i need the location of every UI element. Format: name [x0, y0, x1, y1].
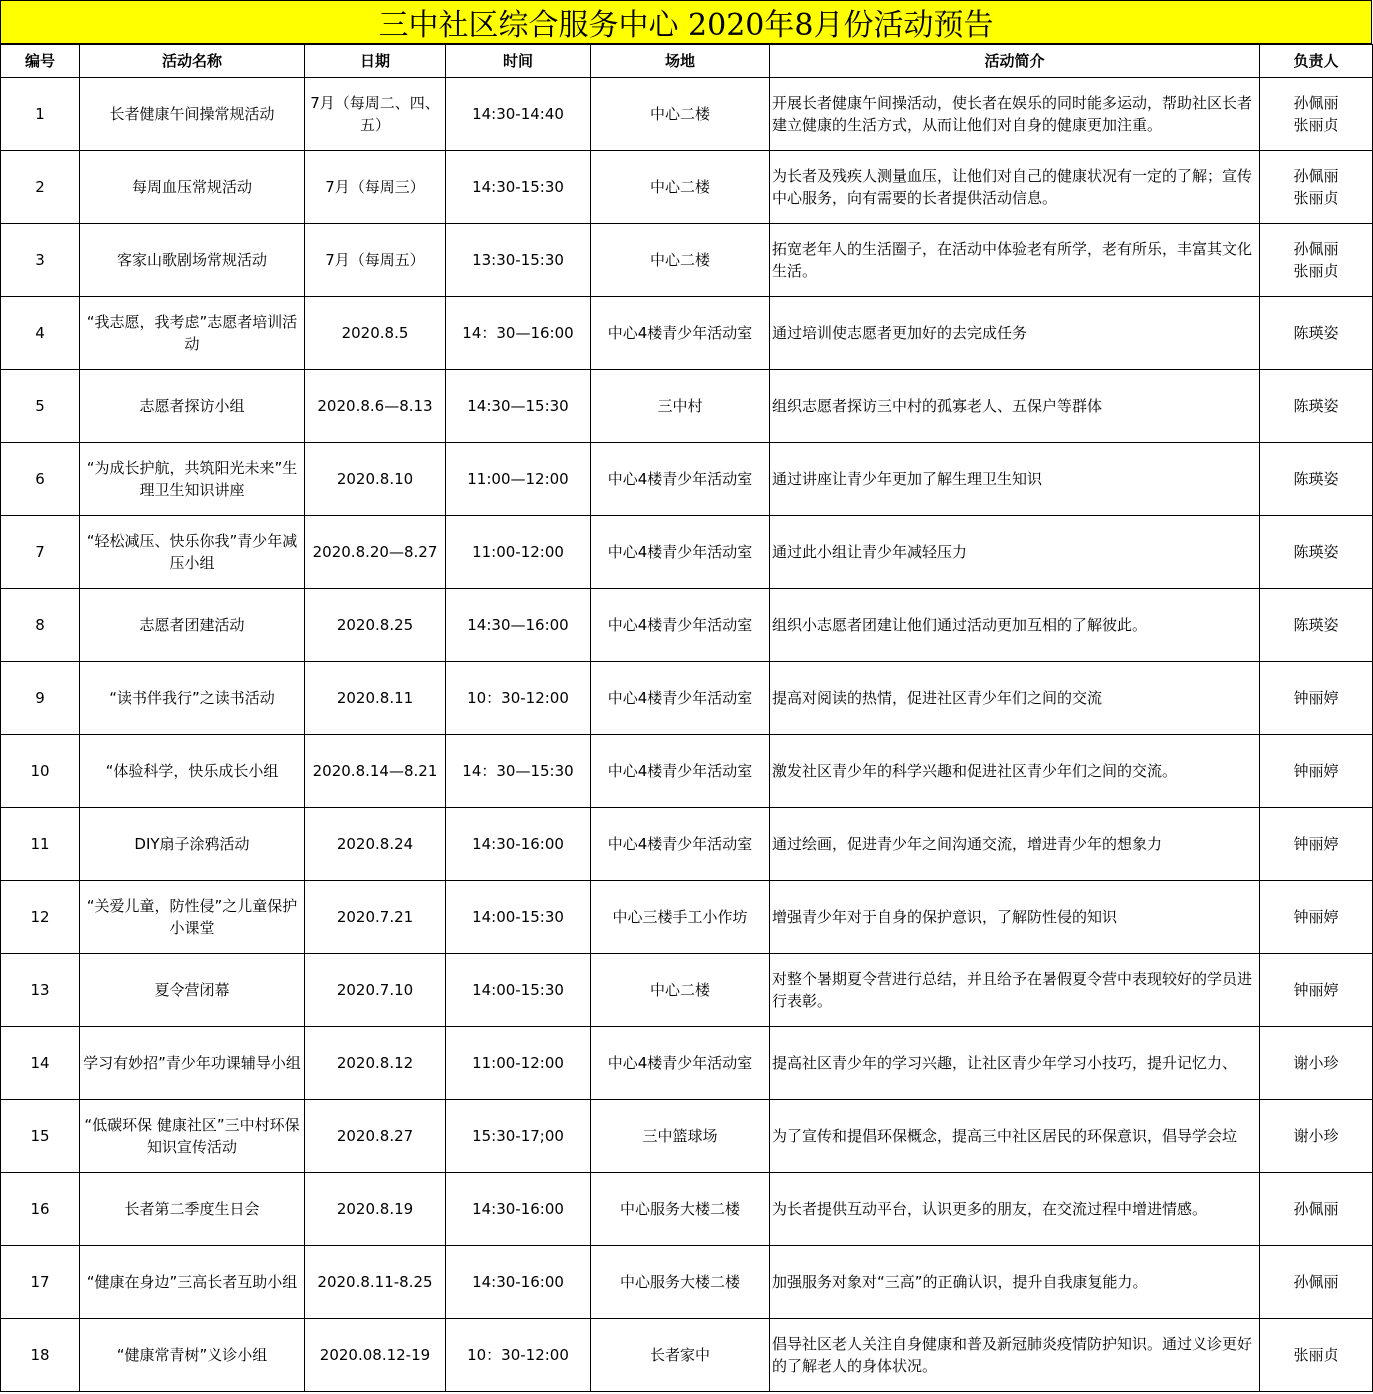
table-row — [1, 1246, 1373, 1319]
cell-intro-text: 通过讲座让青少年更加了解生理卫生知识 — [772, 470, 1043, 488]
cell-venue: 中心4楼青少年活动室 — [591, 443, 770, 516]
owner-name: 张丽贞 — [1293, 189, 1339, 207]
cell-intro-text: 组织志愿者探访三中村的孤寡老人、五保户等群体 — [772, 397, 1103, 415]
cell-time: 11:00-12:00 — [446, 1027, 591, 1100]
cell-venue: 中心4楼青少年活动室 — [591, 516, 770, 589]
cell-venue: 中心4楼青少年活动室 — [591, 1027, 770, 1100]
table-row — [1, 881, 1373, 954]
cell-date: 2020.8.24 — [305, 808, 446, 881]
cell-no: 4 — [1, 297, 80, 370]
cell-no: 15 — [1, 1100, 80, 1173]
cell-intro — [770, 954, 1260, 1027]
cell-date: 2020.8.5 — [305, 297, 446, 370]
cell-no: 13 — [1, 954, 80, 1027]
header-date: 日期 — [305, 45, 446, 78]
cell-intro-text: 加强服务对象对“三高”的正确认识，提升自我康复能力。 — [772, 1273, 1148, 1291]
cell-name: “健康在身边”三高长者互助小组 — [80, 1246, 305, 1319]
cell-no: 3 — [1, 224, 80, 297]
cell-time: 15:30-17;00 — [446, 1100, 591, 1173]
table-row — [1, 1319, 1373, 1392]
cell-time: 14:00-15:30 — [446, 881, 591, 954]
cell-date: 2020.7.21 — [305, 881, 446, 954]
cell-venue: 中心4楼青少年活动室 — [591, 297, 770, 370]
cell-intro — [770, 735, 1260, 808]
cell-intro: 提高社区青少年的学习兴趣，让社区青少年学习小技巧，提升记忆力、 — [770, 1027, 1260, 1100]
header-intro: 活动简介 — [770, 45, 1260, 78]
owner-name: 孙佩丽 — [1293, 167, 1339, 185]
cell-intro-text: 通过此小组让青少年减轻压力 — [772, 543, 968, 561]
cell-owner — [1260, 297, 1373, 370]
owner-name: 张丽贞 — [1293, 116, 1339, 134]
cell-intro-text: 通过绘画，促进青少年之间沟通交流，增进青少年的想象力 — [772, 835, 1163, 853]
cell-venue: 中心4楼青少年活动室 — [591, 662, 770, 735]
cell-owner — [1260, 1319, 1373, 1392]
table-row — [1, 808, 1373, 881]
cell-name: 长者健康午间操常规活动 — [80, 78, 305, 151]
cell-time: 13:30-15:30 — [446, 224, 591, 297]
cell-intro-text: 对整个暑期夏令营进行总结，并且给予在暑假夏令营中表现较好的学员进行表彰。 — [772, 970, 1253, 1010]
owner-name: 孙佩丽 — [1293, 1273, 1339, 1291]
cell-owner — [1260, 881, 1373, 954]
cell-owner — [1260, 735, 1373, 808]
header-venue: 场地 — [591, 45, 770, 78]
cell-owner — [1260, 808, 1373, 881]
cell-intro — [770, 443, 1260, 516]
cell-name: 志愿者探访小组 — [80, 370, 305, 443]
cell-date: 2020.8.19 — [305, 1173, 446, 1246]
cell-intro — [770, 516, 1260, 589]
table-row — [1, 735, 1373, 808]
cell-intro — [770, 1173, 1260, 1246]
cell-date: 7月（每周五） — [305, 224, 446, 297]
cell-intro — [770, 881, 1260, 954]
cell-intro-text: 激发社区青少年的科学兴趣和促进社区青少年们之间的交流。 — [772, 762, 1178, 780]
cell-time: 14:30—16:00 — [446, 589, 591, 662]
cell-date: 2020.8.11 — [305, 662, 446, 735]
cell-venue: 中心4楼青少年活动室 — [591, 735, 770, 808]
cell-time: 14:30-16:00 — [446, 808, 591, 881]
owner-name: 陈瑛姿 — [1293, 470, 1339, 488]
table-row — [1, 78, 1373, 151]
owner-name: 陈瑛姿 — [1293, 616, 1339, 634]
cell-time: 10：30-12:00 — [446, 1319, 591, 1392]
cell-name: 学习有妙招”青少年功课辅导小组 — [80, 1027, 305, 1100]
header-no: 编号 — [1, 45, 80, 78]
cell-time: 14:30—15:30 — [446, 370, 591, 443]
header-owner: 负责人 — [1260, 45, 1373, 78]
cell-intro-text: 为长者提供互动平台，认识更多的朋友，在交流过程中增进情感。 — [772, 1200, 1208, 1218]
owner-name: 钟丽婷 — [1293, 762, 1339, 780]
cell-no: 7 — [1, 516, 80, 589]
cell-no: 12 — [1, 881, 80, 954]
owner-name: 陈瑛姿 — [1293, 324, 1339, 342]
owner-name: 钟丽婷 — [1293, 981, 1339, 999]
cell-owner — [1260, 443, 1373, 516]
owner-name: 孙佩丽 — [1293, 1200, 1339, 1218]
header-name: 活动名称 — [80, 45, 305, 78]
table-row — [1, 151, 1373, 224]
cell-name: DIY扇子涂鸦活动 — [80, 808, 305, 881]
cell-name: “健康常青树”义诊小组 — [80, 1319, 305, 1392]
owner-name: 谢小珍 — [1293, 1127, 1339, 1145]
cell-venue: 中心二楼 — [591, 954, 770, 1027]
cell-time: 11:00-12:00 — [446, 516, 591, 589]
table-row — [1, 370, 1373, 443]
cell-intro-text: 倡导社区老人关注自身健康和普及新冠肺炎疫情防护知识。通过义诊更好的了解老人的身体状况。 — [772, 1335, 1253, 1375]
cell-date: 7月（每周二、四、五） — [305, 78, 446, 151]
cell-name: 每周血压常规活动 — [80, 151, 305, 224]
cell-venue: 中心二楼 — [591, 151, 770, 224]
cell-time: 14:30-15:30 — [446, 151, 591, 224]
table-row — [1, 662, 1373, 735]
cell-owner — [1260, 1246, 1373, 1319]
cell-time: 14:30-16:00 — [446, 1246, 591, 1319]
table-row — [1, 297, 1373, 370]
table-row — [1, 443, 1373, 516]
cell-intro — [770, 808, 1260, 881]
cell-venue: 三中篮球场 — [591, 1100, 770, 1173]
cell-date: 2020.8.27 — [305, 1100, 446, 1173]
cell-date: 2020.8.11-8.25 — [305, 1246, 446, 1319]
cell-name: “我志愿，我考虑”志愿者培训活动 — [80, 297, 305, 370]
cell-name: “低碳环保 健康社区”三中村环保知识宣传活动 — [80, 1100, 305, 1173]
cell-owner — [1260, 151, 1373, 224]
owner-name: 孙佩丽 — [1293, 240, 1339, 258]
cell-time: 14：30—15:30 — [446, 735, 591, 808]
table-row — [1, 589, 1373, 662]
owner-name: 张丽贞 — [1293, 1346, 1339, 1364]
cell-date: 2020.8.6—8.13 — [305, 370, 446, 443]
cell-owner — [1260, 662, 1373, 735]
cell-no: 8 — [1, 589, 80, 662]
cell-no: 18 — [1, 1319, 80, 1392]
cell-venue: 中心4楼青少年活动室 — [591, 589, 770, 662]
cell-intro — [770, 78, 1260, 151]
cell-intro-text: 增强青少年对于自身的保护意识，了解防性侵的知识 — [772, 908, 1118, 926]
cell-time: 14:30-14:40 — [446, 78, 591, 151]
cell-intro-text: 拓宽老年人的生活圈子，在活动中体验老有所学，老有所乐，丰富其文化生活。 — [772, 240, 1253, 280]
cell-intro — [770, 1246, 1260, 1319]
owner-name: 张丽贞 — [1293, 262, 1339, 280]
cell-no: 6 — [1, 443, 80, 516]
cell-name: 志愿者团建活动 — [80, 589, 305, 662]
cell-intro-text: 组织小志愿者团建让他们通过活动更加互相的了解彼此。 — [772, 616, 1148, 634]
cell-no: 10 — [1, 735, 80, 808]
cell-time: 14:00-15:30 — [446, 954, 591, 1027]
cell-intro — [770, 662, 1260, 735]
cell-intro — [770, 589, 1260, 662]
table-row — [1, 516, 1373, 589]
activity-table — [0, 44, 1373, 1392]
cell-intro — [770, 297, 1260, 370]
cell-owner — [1260, 516, 1373, 589]
owner-name: 孙佩丽 — [1293, 94, 1339, 112]
cell-owner — [1260, 589, 1373, 662]
cell-date: 2020.8.20—8.27 — [305, 516, 446, 589]
table-row — [1, 1173, 1373, 1246]
cell-name: 长者第二季度生日会 — [80, 1173, 305, 1246]
cell-intro-text: 提高对阅读的热情，促进社区青少年们之间的交流 — [772, 689, 1103, 707]
header-row — [1, 45, 1373, 78]
sheet-title: 三中社区综合服务中心 2020年8月份活动预告 — [0, 0, 1372, 44]
table-row — [1, 954, 1373, 1027]
cell-owner — [1260, 78, 1373, 151]
owner-name: 钟丽婷 — [1293, 908, 1339, 926]
cell-date: 2020.8.25 — [305, 589, 446, 662]
table-body — [1, 78, 1373, 1392]
owner-name: 陈瑛姿 — [1293, 543, 1339, 561]
cell-name: “读书伴我行”之读书活动 — [80, 662, 305, 735]
cell-venue: 中心三楼手工小作坊 — [591, 881, 770, 954]
cell-venue: 中心4楼青少年活动室 — [591, 808, 770, 881]
cell-date: 2020.8.14—8.21 — [305, 735, 446, 808]
cell-no: 16 — [1, 1173, 80, 1246]
cell-venue: 中心二楼 — [591, 224, 770, 297]
cell-time: 11:00—12:00 — [446, 443, 591, 516]
cell-intro — [770, 151, 1260, 224]
cell-name: 客家山歌剧场常规活动 — [80, 224, 305, 297]
cell-venue: 长者家中 — [591, 1319, 770, 1392]
table-row — [1, 224, 1373, 297]
owner-name: 陈瑛姿 — [1293, 397, 1339, 415]
cell-no: 2 — [1, 151, 80, 224]
cell-no: 1 — [1, 78, 80, 151]
cell-no: 17 — [1, 1246, 80, 1319]
owner-name: 钟丽婷 — [1293, 689, 1339, 707]
cell-intro-text: 开展长者健康午间操活动，使长者在娱乐的同时能多运动，帮助社区长者建立健康的生活方式，从而让他们对自身的健康更加注重。 — [772, 94, 1253, 134]
cell-intro — [770, 224, 1260, 297]
cell-name: “体验科学，快乐成长小组 — [80, 735, 305, 808]
cell-owner — [1260, 1027, 1373, 1100]
cell-date: 2020.8.12 — [305, 1027, 446, 1100]
cell-time: 14:30-16:00 — [446, 1173, 591, 1246]
cell-time: 10：30-12:00 — [446, 662, 591, 735]
owner-name: 钟丽婷 — [1293, 835, 1339, 853]
cell-intro-text: 通过培训使志愿者更加好的去完成任务 — [772, 324, 1028, 342]
cell-date: 2020.7.10 — [305, 954, 446, 1027]
cell-owner — [1260, 1173, 1373, 1246]
cell-venue: 三中村 — [591, 370, 770, 443]
cell-name: “关爱儿童，防性侵”之儿童保护小课堂 — [80, 881, 305, 954]
cell-name: “为成长护航，共筑阳光未来”生理卫生知识讲座 — [80, 443, 305, 516]
cell-date: 2020.8.10 — [305, 443, 446, 516]
table-row — [1, 1100, 1373, 1173]
cell-no: 9 — [1, 662, 80, 735]
cell-no: 5 — [1, 370, 80, 443]
cell-no: 14 — [1, 1027, 80, 1100]
cell-name: 夏令营闭幕 — [80, 954, 305, 1027]
cell-owner — [1260, 370, 1373, 443]
cell-date: 2020.08.12-19 — [305, 1319, 446, 1392]
cell-venue: 中心服务大楼二楼 — [591, 1173, 770, 1246]
table-row — [1, 1027, 1373, 1100]
cell-no: 11 — [1, 808, 80, 881]
cell-owner — [1260, 224, 1373, 297]
cell-venue: 中心服务大楼二楼 — [591, 1246, 770, 1319]
cell-name: “轻松减压、快乐你我”青少年减压小组 — [80, 516, 305, 589]
owner-name: 谢小珍 — [1293, 1054, 1339, 1072]
cell-venue: 中心二楼 — [591, 78, 770, 151]
cell-date: 7月（每周三） — [305, 151, 446, 224]
cell-intro-text: 为长者及残疾人测量血压，让他们对自己的健康状况有一定的了解；宣传中心服务，向有需要的长者提供活动信息。 — [772, 167, 1253, 207]
cell-intro — [770, 370, 1260, 443]
cell-owner — [1260, 954, 1373, 1027]
cell-time: 14：30—16:00 — [446, 297, 591, 370]
cell-intro — [770, 1319, 1260, 1392]
cell-intro: 为了宣传和提倡环保概念，提高三中社区居民的环保意识，倡导学会垃 — [770, 1100, 1260, 1173]
header-time: 时间 — [446, 45, 591, 78]
cell-owner — [1260, 1100, 1373, 1173]
